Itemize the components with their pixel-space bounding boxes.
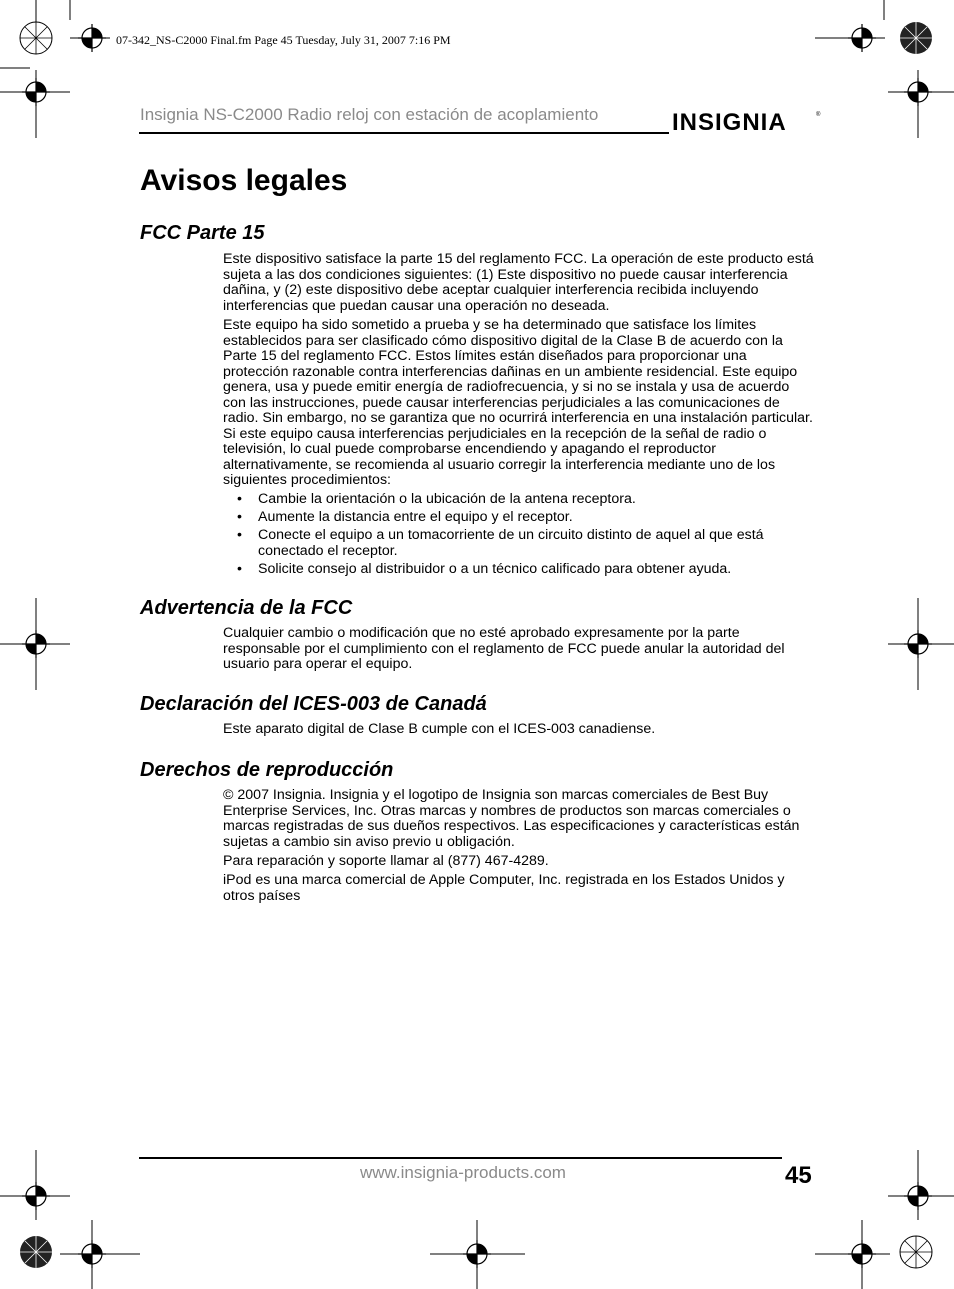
fcc15-paragraph-1: Este dispositivo satisface la parte 15 del reglamento FCC. La operación de este producto está sujeta a las dos condiciones siguientes: (1) Este dispositivo no puede causar interferencia dañina, y (2) este dispositivo debe aceptar cualquier interferencia recibida incluyendo interferencias que puedan causar una operación no deseada. — [223, 251, 814, 314]
page-title: Avisos legales — [140, 164, 348, 197]
list-item — [223, 510, 815, 526]
list-item-text: Cambie la orientación o la ubicación de la antena receptora. — [258, 491, 636, 507]
section-heading-ices-003: Declaración del ICES-003 de Canadá — [140, 693, 487, 715]
list-item — [223, 562, 815, 578]
printer-slug: 07-342_NS-C2000 Final.fm Page 45 Tuesday, July 31, 2007 7:16 PM — [116, 33, 451, 47]
list-item-text: Conecte el equipo a un tomacorriente de un circuito distinto de aquel al que está conectado el receptor. — [258, 527, 764, 559]
svg-text:®: ® — [816, 112, 821, 118]
list-item — [223, 528, 815, 559]
insignia-logo — [672, 106, 822, 136]
copyright-paragraph-3: iPod es una marca comercial de Apple Computer, Inc. registrada en los Estados Unidos y otros países — [223, 872, 785, 904]
bullet-icon: • — [237, 509, 242, 525]
header-rule — [139, 132, 669, 134]
fcc15-procedures-list — [223, 492, 815, 580]
fcc15-paragraph-2: Este equipo ha sido sometido a prueba y se ha determinado que satisface los límites establecidos para ser clasificado cómo dispositivo digital de la Clase B de acuerdo con la Parte 15 del reglamento FCC. Estos límites están diseñados para proporcionar una protección razonable contra interferencias dañinas en un ambiente residencial. Este equipo genera, usa y puede emitir energía de radiofrecuencia, y si no se instala y usa de acuerdo con las instrucciones, puede causar interferencias perjudiciales a las comunicaciones de radio. Sin embargo, no se garantiza que no ocurrirá interferencia en una instalación particular. Si este equipo causa interferencias perjudiciales en la recepción de la señal de radio o televisión, lo cual puede comprobarse encendiendo y apagando el reproductor alternativamente, se recomienda al usuario corregir la interferencia mediante uno de los siguientes procedimientos: — [223, 317, 813, 488]
list-item — [223, 492, 815, 508]
copyright-paragraph-2: Para reparación y soporte llamar al (877) 467-4289. — [223, 853, 549, 869]
list-item-text: Aumente la distancia entre el equipo y el receptor. — [258, 509, 573, 525]
section-heading-advertencia-fcc: Advertencia de la FCC — [140, 597, 353, 619]
running-header: Insignia NS-C2000 Radio reloj con estación de acoplamiento — [140, 105, 599, 124]
bullet-icon: • — [237, 527, 242, 543]
svg-text:INSIGNIA: INSIGNIA — [672, 109, 787, 136]
copyright-paragraph-1: © 2007 Insignia. Insignia y el logotipo de Insignia son marcas comerciales de Best Buy Enterprise Services, Inc. Otras marcas y nombres de productos son marcas comerciales o marcas registradas de sus dueños respectivos. Las especificaciones y características están sujetas a cambio sin aviso previo u obligación. — [223, 787, 800, 850]
ices-paragraph: Este aparato digital de Clase B cumple con el ICES-003 canadiense. — [223, 721, 656, 737]
footer-rule — [139, 1157, 782, 1159]
page-number: 45 — [785, 1162, 812, 1189]
list-item-text: Solicite consejo al distribuidor o a un técnico calificado para obtener ayuda. — [258, 560, 732, 577]
footer-url: www.insignia-products.com — [360, 1163, 566, 1182]
section-heading-fcc-parte-15: FCC Parte 15 — [140, 222, 265, 244]
bullet-icon: • — [237, 560, 242, 577]
fcc-warning-paragraph: Cualquier cambio o modificación que no esté aprobado expresamente por la parte responsable por el cumplimiento con el reglamento de FCC puede anular la autoridad del usuario para operar el equipo. — [223, 625, 785, 672]
bullet-icon: • — [237, 491, 242, 507]
section-heading-derechos: Derechos de reproducción — [140, 759, 394, 781]
